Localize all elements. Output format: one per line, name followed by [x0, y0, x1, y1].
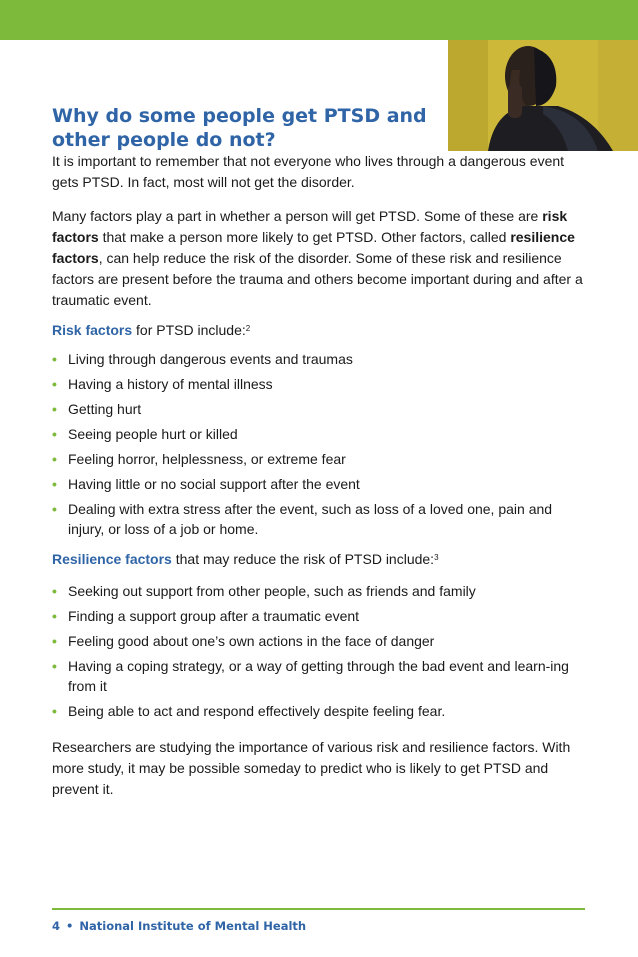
list-item-text: Seeking out support from other people, such as friends and family [68, 583, 476, 599]
factors-paragraph [52, 206, 592, 311]
list-item-text: Being able to act and respond effectively despite feeling fear. [68, 703, 446, 719]
page-title: Why do some people get PTSD and other people do not? [52, 105, 427, 151]
factors-text-1: Many factors play a part in whether a person will get PTSD. Some of these are [52, 208, 543, 224]
list-item-text: Feeling good about one’s own actions in the face of danger [68, 633, 435, 649]
list-item [52, 374, 592, 394]
list-item-text: Having little or no social support after the event [68, 476, 360, 492]
page-number: 4 [52, 919, 61, 933]
footer-separator: • [66, 919, 74, 933]
closing-paragraph: Researchers are studying the importance of various risk and resilience factors. With more study, it may be possible someday to predict who is likely to get PTSD and prevent it. [52, 739, 571, 797]
list-item-text: Dealing with extra stress after the event, such as loss of a loved one, pain and injury, or loss of a job or home. [68, 501, 553, 537]
bullet-icon: • [52, 583, 57, 599]
list-item [52, 701, 592, 721]
resilience-reference: 3 [434, 553, 439, 562]
resilience-factors-list [52, 581, 592, 726]
risk-factors-heading [52, 320, 592, 341]
risk-factors-term: risk factors [52, 208, 568, 245]
resilience-factors-heading [52, 549, 592, 570]
risk-heading-bold: Risk factors [52, 322, 133, 338]
footer-divider [52, 908, 585, 910]
list-item [52, 424, 592, 444]
bullet-icon: • [52, 426, 57, 442]
list-item [52, 474, 592, 494]
bullet-icon: • [52, 401, 57, 417]
list-item-text: Having a history of mental illness [68, 376, 273, 392]
list-item-text: Feeling horror, helplessness, or extreme fear [68, 451, 346, 467]
resilience-heading-bold: Resilience factors [52, 551, 172, 567]
bullet-icon: • [52, 476, 57, 492]
bullet-icon: • [52, 633, 57, 649]
person-photo [448, 40, 638, 151]
resilience-factors-term: resilience factors [52, 229, 575, 266]
page-footer [52, 919, 306, 933]
list-item-text: Getting hurt [68, 401, 142, 417]
list-item-text: Finding a support group after a traumatic event [68, 608, 360, 624]
bullet-icon: • [52, 608, 57, 624]
list-item [52, 656, 592, 696]
factors-text-2: that make a person more likely to get PTSD. Other factors, called [98, 229, 511, 245]
list-item-text: Seeing people hurt or killed [68, 426, 238, 442]
resilience-heading-rest: that may reduce the risk of PTSD include: [171, 551, 435, 567]
list-item-text: Having a coping strategy, or a way of getting through the bad event and learn-ing from it [68, 658, 569, 694]
bullet-icon: • [52, 501, 57, 517]
bullet-icon: • [52, 703, 57, 719]
list-item [52, 349, 592, 369]
bullet-icon: • [52, 658, 57, 674]
bullet-icon: • [52, 376, 57, 392]
header-band [0, 0, 638, 40]
risk-factors-list [52, 349, 592, 544]
list-item [52, 499, 592, 539]
list-item [52, 606, 592, 626]
list-item [52, 449, 592, 469]
list-item [52, 631, 592, 651]
lead-paragraph: It is important to remember that not everyone who lives through a dangerous event gets PTSD. In fact, most will not get the disorder. [52, 153, 565, 190]
risk-heading-rest: for PTSD include: [132, 322, 246, 338]
organization-name: National Institute of Mental Health [79, 919, 307, 933]
list-item [52, 399, 592, 419]
bullet-icon: • [52, 451, 57, 467]
list-item-text: Living through dangerous events and traumas [68, 351, 353, 367]
risk-reference: 2 [245, 324, 251, 333]
list-item [52, 581, 592, 601]
bullet-icon: • [52, 351, 57, 367]
factors-text-3: , can help reduce the risk of the disorder. Some of these risk and resilience factors are present before the trauma and others become important during and after a traumatic event. [52, 250, 583, 308]
